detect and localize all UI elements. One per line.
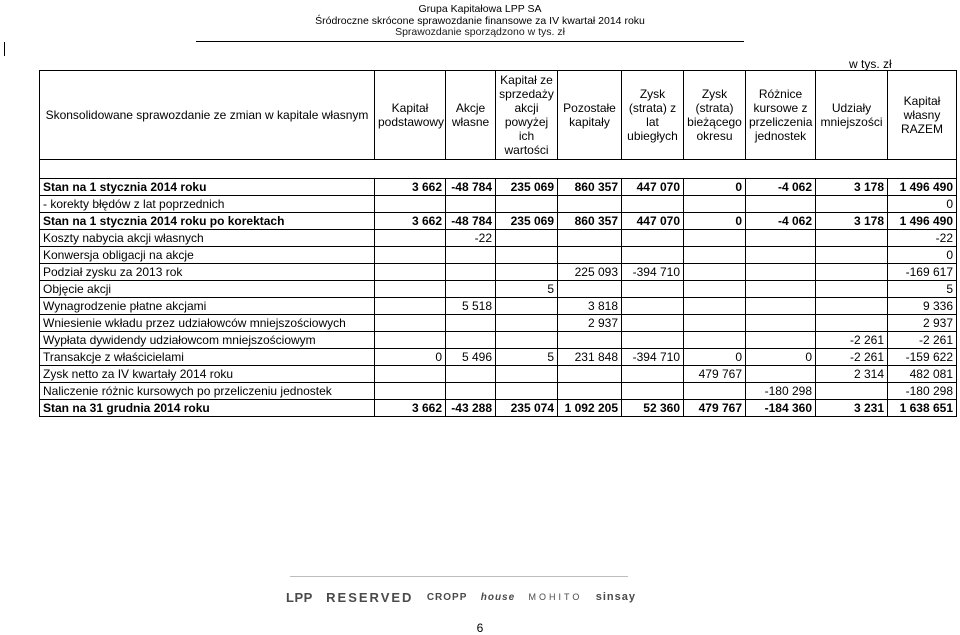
table-title: Skonsolidowane sprawozdanie ze zmian w kapitale własnym (40, 71, 375, 160)
value-cell (816, 383, 888, 400)
value-cell (446, 247, 496, 264)
value-cell (496, 366, 558, 383)
value-cell: 1 496 490 (888, 179, 957, 196)
value-cell: 1 092 205 (558, 400, 622, 417)
value-cell: -2 261 (888, 332, 957, 349)
spacer-cell (40, 160, 957, 179)
value-cell: 2 937 (558, 315, 622, 332)
value-cell: 1 496 490 (888, 213, 957, 230)
logo-cropp: CROPP (426, 591, 468, 603)
value-cell (375, 383, 446, 400)
value-cell (375, 230, 446, 247)
value-cell (622, 281, 684, 298)
value-cell (446, 366, 496, 383)
value-cell (684, 315, 746, 332)
value-cell (622, 247, 684, 264)
value-cell (375, 332, 446, 349)
value-cell (746, 264, 816, 281)
value-cell: 0 (684, 213, 746, 230)
table-row (40, 247, 957, 264)
value-cell: 3 662 (375, 179, 446, 196)
value-cell: -4 062 (746, 213, 816, 230)
value-cell (684, 247, 746, 264)
value-cell: 479 767 (684, 400, 746, 417)
value-cell: 0 (684, 349, 746, 366)
value-cell (684, 264, 746, 281)
value-cell (375, 247, 446, 264)
table-row (40, 315, 957, 332)
row-label: Stan na 1 stycznia 2014 roku (40, 179, 375, 196)
value-cell (496, 383, 558, 400)
table-row (40, 383, 957, 400)
value-cell (622, 383, 684, 400)
value-cell (558, 366, 622, 383)
table-row (40, 196, 957, 213)
value-cell: -394 710 (622, 349, 684, 366)
value-cell (746, 315, 816, 332)
value-cell (558, 247, 622, 264)
value-cell: -184 360 (746, 400, 816, 417)
row-label: - korekty błędów z lat poprzednich (40, 196, 375, 213)
value-cell: 479 767 (684, 366, 746, 383)
column-header: Zysk (strata) bieżącego okresu (684, 71, 746, 160)
row-label: Transakcje z właścicielami (40, 349, 375, 366)
row-label: Konwersja obligacji na akcje (40, 247, 375, 264)
value-cell: 225 093 (558, 264, 622, 281)
value-cell: 3 818 (558, 298, 622, 315)
value-cell: 5 518 (446, 298, 496, 315)
table-row (40, 366, 957, 383)
row-label: Podział zysku za 2013 rok (40, 264, 375, 281)
value-cell (558, 196, 622, 213)
unit-label: w tys. zł (849, 57, 892, 71)
value-cell (746, 247, 816, 264)
column-header: Akcje własne (446, 71, 496, 160)
value-cell (446, 264, 496, 281)
text-cursor (4, 42, 5, 56)
row-label: Wniesienie wkładu przez udziałowców mniejszościowych (40, 315, 375, 332)
value-cell: 3 662 (375, 400, 446, 417)
value-cell: 0 (375, 349, 446, 366)
value-cell: -4 062 (746, 179, 816, 196)
value-cell: 5 (496, 349, 558, 366)
row-label: Wypłata dywidendy udziałowcom mniejszościowym (40, 332, 375, 349)
value-cell (816, 230, 888, 247)
column-header: Pozostałe kapitały (558, 71, 622, 160)
logo-lpp: LPP (286, 589, 313, 605)
value-cell (446, 383, 496, 400)
value-cell: 9 336 (888, 298, 957, 315)
value-cell: 1 638 651 (888, 400, 957, 417)
value-cell: 52 360 (622, 400, 684, 417)
row-label: Wynagrodzenie płatne akcjami (40, 298, 375, 315)
value-cell: 0 (746, 349, 816, 366)
report-title: Śródroczne skrócone sprawozdanie finansowe za IV kwartał 2014 roku (315, 14, 645, 27)
equity-changes-table (39, 70, 957, 417)
value-cell (446, 281, 496, 298)
table-row (40, 213, 957, 230)
column-header: Kapitał ze sprzedaży akcji powyżej ich wartości (496, 71, 558, 160)
value-cell (375, 298, 446, 315)
value-cell (684, 196, 746, 213)
value-cell (496, 196, 558, 213)
value-cell (746, 281, 816, 298)
value-cell (558, 383, 622, 400)
value-cell: 235 069 (496, 179, 558, 196)
footer-divider (290, 576, 628, 577)
value-cell: 5 (496, 281, 558, 298)
value-cell (446, 196, 496, 213)
value-cell (684, 281, 746, 298)
column-header: Różnice kursowe z przeliczenia jednostek (746, 71, 816, 160)
value-cell (622, 366, 684, 383)
value-cell: -180 298 (888, 383, 957, 400)
logo-mohito: MOHITO (528, 592, 583, 602)
value-cell: 231 848 (558, 349, 622, 366)
table-row (40, 264, 957, 281)
value-cell (746, 298, 816, 315)
currency-note: Sprawozdanie sporządzono w tys. zł (395, 26, 565, 38)
value-cell (746, 196, 816, 213)
value-cell (746, 332, 816, 349)
value-cell (622, 332, 684, 349)
value-cell: -22 (888, 230, 957, 247)
value-cell (816, 247, 888, 264)
value-cell (558, 230, 622, 247)
logo-sinsay: sinsay (595, 591, 636, 603)
table-row (40, 332, 957, 349)
column-header: Udziały mniejszości (816, 71, 888, 160)
value-cell (496, 230, 558, 247)
value-cell (746, 366, 816, 383)
value-cell (684, 230, 746, 247)
value-cell: 235 074 (496, 400, 558, 417)
column-header: Kapitał podstawowy (375, 71, 446, 160)
value-cell (816, 281, 888, 298)
value-cell (816, 196, 888, 213)
value-cell: -2 261 (816, 332, 888, 349)
table-row (40, 349, 957, 366)
value-cell (746, 230, 816, 247)
value-cell: 0 (888, 196, 957, 213)
logo-reserved: RESERVED (326, 589, 414, 605)
value-cell (496, 315, 558, 332)
brand-logos (286, 588, 636, 606)
page-number: 6 (476, 621, 484, 635)
value-cell: 3 178 (816, 179, 888, 196)
row-label: Koszty nabycia akcji własnych (40, 230, 375, 247)
value-cell: 2 314 (816, 366, 888, 383)
column-header: Kapitał własny RAZEM (888, 71, 957, 160)
row-label: Zysk netto za IV kwartały 2014 roku (40, 366, 375, 383)
value-cell (816, 298, 888, 315)
value-cell: -159 622 (888, 349, 957, 366)
table-row (40, 281, 957, 298)
value-cell: 860 357 (558, 213, 622, 230)
value-cell: 0 (684, 179, 746, 196)
header-divider (196, 41, 744, 42)
value-cell: 447 070 (622, 213, 684, 230)
value-cell: 3 178 (816, 213, 888, 230)
value-cell: -48 784 (446, 179, 496, 196)
row-label: Stan na 1 stycznia 2014 roku po korektach (40, 213, 375, 230)
value-cell: 3 231 (816, 400, 888, 417)
value-cell: 0 (888, 247, 957, 264)
table-header-row (40, 71, 957, 160)
value-cell (446, 332, 496, 349)
value-cell (375, 281, 446, 298)
value-cell (622, 315, 684, 332)
spacer-row (40, 160, 957, 179)
value-cell (496, 247, 558, 264)
value-cell: 482 081 (888, 366, 957, 383)
value-cell: -2 261 (816, 349, 888, 366)
value-cell (558, 281, 622, 298)
value-cell (496, 298, 558, 315)
column-header: Zysk (strata) z lat ubiegłych (622, 71, 684, 160)
value-cell: -22 (446, 230, 496, 247)
value-cell (622, 230, 684, 247)
value-cell: -43 288 (446, 400, 496, 417)
value-cell (375, 264, 446, 281)
value-cell: -394 710 (622, 264, 684, 281)
value-cell: 235 069 (496, 213, 558, 230)
value-cell (816, 315, 888, 332)
table-row (40, 400, 957, 417)
company-name: Grupa Kapitałowa LPP SA (418, 3, 542, 15)
value-cell (622, 196, 684, 213)
value-cell: 2 937 (888, 315, 957, 332)
value-cell: -48 784 (446, 213, 496, 230)
value-cell (684, 383, 746, 400)
value-cell (446, 315, 496, 332)
value-cell (684, 298, 746, 315)
value-cell (375, 366, 446, 383)
table-row (40, 230, 957, 247)
value-cell: 447 070 (622, 179, 684, 196)
value-cell: 5 496 (446, 349, 496, 366)
value-cell (622, 298, 684, 315)
value-cell: -169 617 (888, 264, 957, 281)
document-header (0, 4, 960, 39)
value-cell (558, 332, 622, 349)
row-label: Objęcie akcji (40, 281, 375, 298)
table-row (40, 179, 957, 196)
row-label: Stan na 31 grudnia 2014 roku (40, 400, 375, 417)
value-cell (496, 332, 558, 349)
value-cell: -180 298 (746, 383, 816, 400)
row-label: Naliczenie różnic kursowych po przeliczeniu jednostek (40, 383, 375, 400)
value-cell (816, 264, 888, 281)
logo-house: house (480, 591, 516, 603)
value-cell: 5 (888, 281, 957, 298)
value-cell (375, 196, 446, 213)
value-cell: 860 357 (558, 179, 622, 196)
value-cell (684, 332, 746, 349)
value-cell: 3 662 (375, 213, 446, 230)
value-cell (496, 264, 558, 281)
value-cell (375, 315, 446, 332)
table-row (40, 298, 957, 315)
